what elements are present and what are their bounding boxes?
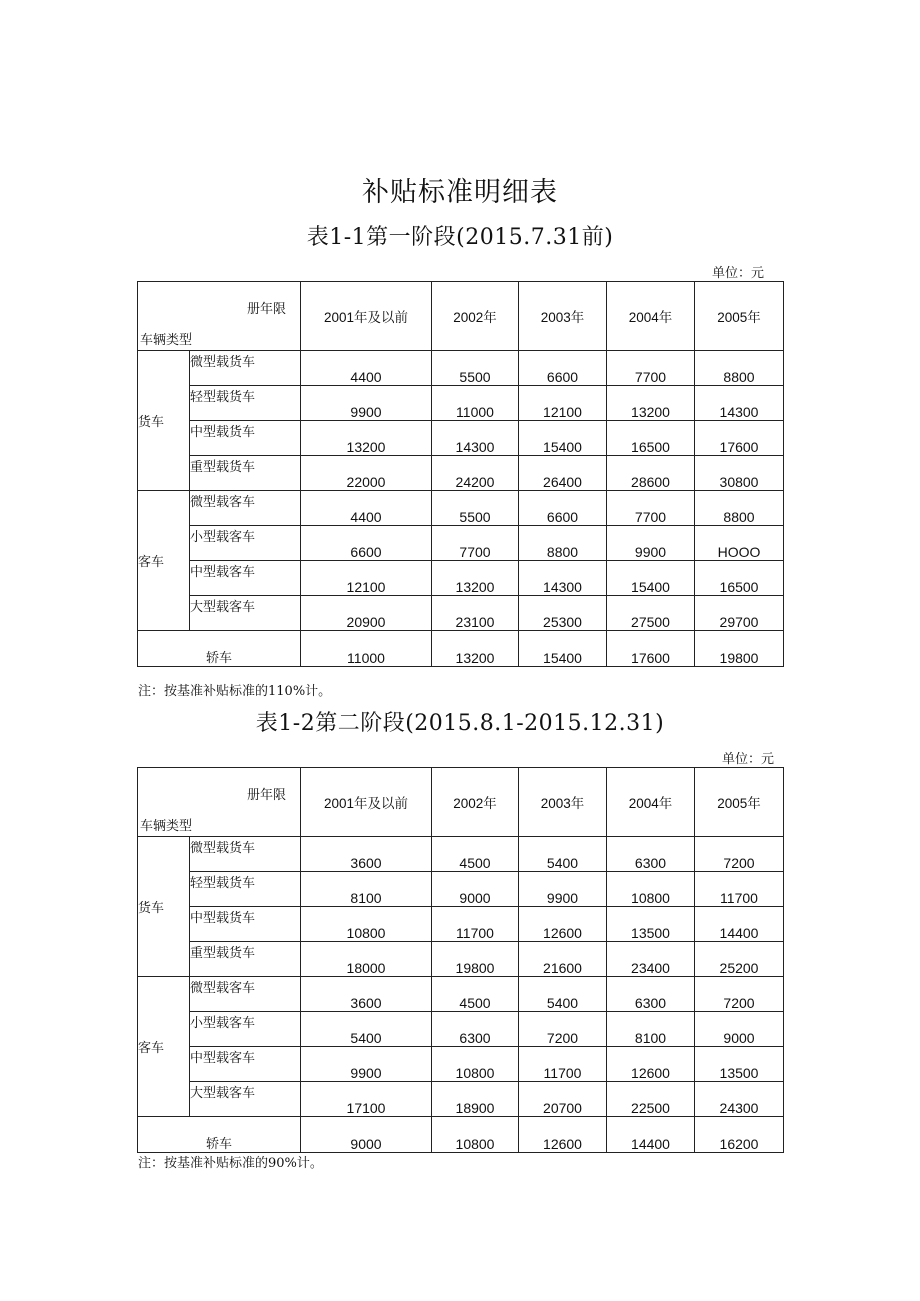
value-cell: 11000 (432, 386, 519, 421)
value-cell: 11700 (432, 907, 519, 942)
value-cell: 6600 (301, 526, 432, 561)
value-cell: 9900 (301, 1047, 432, 1082)
value-cell: 13200 (432, 631, 519, 667)
value-cell: 16500 (695, 561, 784, 596)
value-cell: 28600 (607, 456, 695, 491)
value-cell: 14300 (519, 561, 607, 596)
corner-type-label: 车辆类型 (140, 819, 193, 834)
group-label-bus: 客车 (138, 491, 190, 631)
value-cell: 26400 (519, 456, 607, 491)
value-cell: 20700 (519, 1082, 607, 1117)
value-cell: 30800 (695, 456, 784, 491)
value-cell: 9900 (301, 386, 432, 421)
table-header-row (138, 768, 784, 837)
value-cell: 10800 (432, 1047, 519, 1082)
year-header: 2004年 (607, 768, 695, 837)
row-label: 中型载货车 (190, 907, 301, 942)
corner-header-cell (138, 768, 301, 837)
year-header: 2001年及以前 (301, 282, 432, 351)
value-cell: 7200 (695, 837, 784, 872)
table-1-unit: 单位：元 (712, 266, 765, 281)
value-cell: 4500 (432, 837, 519, 872)
corner-year-label: 册年限 (246, 788, 286, 803)
table-row (138, 561, 784, 596)
value-cell: 6300 (607, 837, 695, 872)
value-cell: 14400 (695, 907, 784, 942)
value-cell: 24300 (695, 1082, 784, 1117)
value-cell: 13500 (695, 1047, 784, 1082)
table-row (138, 872, 784, 907)
value-cell: 22000 (301, 456, 432, 491)
value-cell: 18000 (301, 942, 432, 977)
table-1-subtitle: 表1-1第一阶段(2015.7.31前) (306, 225, 614, 250)
year-header: 2003年 (519, 282, 607, 351)
value-cell: 14300 (695, 386, 784, 421)
value-cell: 29700 (695, 596, 784, 631)
row-label: 大型载客车 (190, 596, 301, 631)
value-cell: 25300 (519, 596, 607, 631)
table-row (138, 1012, 784, 1047)
row-label: 轻型载货车 (190, 386, 301, 421)
row-label: 中型载客车 (190, 561, 301, 596)
value-cell: 6300 (607, 977, 695, 1012)
value-cell: 3600 (301, 977, 432, 1012)
year-header: 2001年及以前 (301, 768, 432, 837)
value-cell: 17600 (695, 421, 784, 456)
value-cell: 8800 (695, 491, 784, 526)
table-2-unit: 单位：元 (722, 752, 775, 767)
value-cell: 13200 (432, 561, 519, 596)
page-title: 补贴标准明细表 (362, 177, 558, 208)
value-cell: 6300 (432, 1012, 519, 1047)
row-label: 小型载客车 (190, 526, 301, 561)
value-cell: 8800 (695, 351, 784, 386)
value-cell: 7700 (432, 526, 519, 561)
value-cell: 19800 (432, 942, 519, 977)
group-label-truck: 货车 (138, 837, 190, 977)
group-label-bus: 客车 (138, 977, 190, 1117)
value-cell: 15400 (607, 561, 695, 596)
value-cell: 5500 (432, 491, 519, 526)
subsidy-table-2 (137, 767, 784, 1153)
row-label: 微型载货车 (190, 837, 301, 872)
corner-header-cell (138, 282, 301, 351)
value-cell: 10800 (607, 872, 695, 907)
value-cell: 16500 (607, 421, 695, 456)
sedan-label: 轿车 (138, 631, 301, 667)
value-cell: 12600 (519, 907, 607, 942)
value-cell: 12600 (607, 1047, 695, 1082)
value-cell: 4500 (432, 977, 519, 1012)
value-cell: 22500 (607, 1082, 695, 1117)
corner-type-label: 车辆类型 (140, 333, 193, 348)
value-cell: 21600 (519, 942, 607, 977)
value-cell: 5500 (432, 351, 519, 386)
value-cell: 7700 (607, 351, 695, 386)
row-label: 轻型载货车 (190, 872, 301, 907)
value-cell: 8100 (607, 1012, 695, 1047)
value-cell: 6600 (519, 491, 607, 526)
value-cell: 18900 (432, 1082, 519, 1117)
value-cell: 11000 (301, 631, 432, 667)
year-header: 2004年 (607, 282, 695, 351)
value-cell: 7700 (607, 491, 695, 526)
value-cell: 9000 (432, 872, 519, 907)
table-row (138, 1047, 784, 1082)
table-row (138, 421, 784, 456)
table-row (138, 942, 784, 977)
value-cell: 20900 (301, 596, 432, 631)
year-header: 2003年 (519, 768, 607, 837)
value-cell: 9000 (695, 1012, 784, 1047)
value-cell: 25200 (695, 942, 784, 977)
table-row (138, 1082, 784, 1117)
year-header: 2005年 (695, 768, 784, 837)
value-cell: 8100 (301, 872, 432, 907)
value-cell: 13200 (301, 421, 432, 456)
value-cell: 7200 (695, 977, 784, 1012)
table-row (138, 837, 784, 872)
value-cell: 4400 (301, 491, 432, 526)
value-cell: 12600 (519, 1117, 607, 1153)
value-cell: 24200 (432, 456, 519, 491)
table-row (138, 631, 784, 667)
value-cell: 27500 (607, 596, 695, 631)
value-cell: 14300 (432, 421, 519, 456)
subsidy-table-1 (137, 281, 784, 667)
row-label: 小型载客车 (190, 1012, 301, 1047)
table-row (138, 386, 784, 421)
value-cell: 3600 (301, 837, 432, 872)
corner-year-label: 册年限 (246, 302, 286, 317)
table-row (138, 491, 784, 526)
table-row (138, 596, 784, 631)
value-cell: 11700 (695, 872, 784, 907)
value-cell: 5400 (519, 977, 607, 1012)
table-row (138, 456, 784, 491)
table-1-note: 注：按基准补贴标准的110%计。 (138, 684, 332, 699)
group-label-truck: 货车 (138, 351, 190, 491)
value-cell: 5400 (301, 1012, 432, 1047)
row-label: 中型载客车 (190, 1047, 301, 1082)
value-cell: 15400 (519, 421, 607, 456)
row-label: 大型载客车 (190, 1082, 301, 1117)
value-cell: 17100 (301, 1082, 432, 1117)
table-row (138, 351, 784, 386)
row-label: 重型载货车 (190, 942, 301, 977)
row-label: 微型载客车 (190, 491, 301, 526)
value-cell: 13500 (607, 907, 695, 942)
value-cell: 15400 (519, 631, 607, 667)
value-cell: 9000 (301, 1117, 432, 1153)
value-cell: 12100 (301, 561, 432, 596)
value-cell: 12100 (519, 386, 607, 421)
value-cell: 9900 (519, 872, 607, 907)
value-cell: 17600 (607, 631, 695, 667)
value-cell: 11700 (519, 1047, 607, 1082)
value-cell: 10800 (432, 1117, 519, 1153)
table-row (138, 977, 784, 1012)
value-cell: 4400 (301, 351, 432, 386)
year-header: 2005年 (695, 282, 784, 351)
table-2-note: 注：按基准补贴标准的90%计。 (138, 1156, 323, 1171)
value-cell: 14400 (607, 1117, 695, 1153)
value-cell: 10800 (301, 907, 432, 942)
value-cell: 7200 (519, 1012, 607, 1047)
value-cell: 6600 (519, 351, 607, 386)
table-header-row (138, 282, 784, 351)
table-row (138, 526, 784, 561)
table-row (138, 1117, 784, 1153)
sedan-label: 轿车 (138, 1117, 301, 1153)
row-label: 重型载货车 (190, 456, 301, 491)
row-label: 中型载货车 (190, 421, 301, 456)
value-cell: 9900 (607, 526, 695, 561)
value-cell: 13200 (607, 386, 695, 421)
value-cell: 16200 (695, 1117, 784, 1153)
value-cell: 8800 (519, 526, 607, 561)
row-label: 微型载客车 (190, 977, 301, 1012)
table-row (138, 907, 784, 942)
value-cell: 19800 (695, 631, 784, 667)
value-cell: 23100 (432, 596, 519, 631)
year-header: 2002年 (432, 282, 519, 351)
table-2-subtitle: 表1-2第二阶段(2015.8.1-2015.12.31) (255, 711, 665, 736)
value-cell: 23400 (607, 942, 695, 977)
value-cell: 5400 (519, 837, 607, 872)
value-cell: HOOO (695, 526, 784, 561)
row-label: 微型载货车 (190, 351, 301, 386)
year-header: 2002年 (432, 768, 519, 837)
